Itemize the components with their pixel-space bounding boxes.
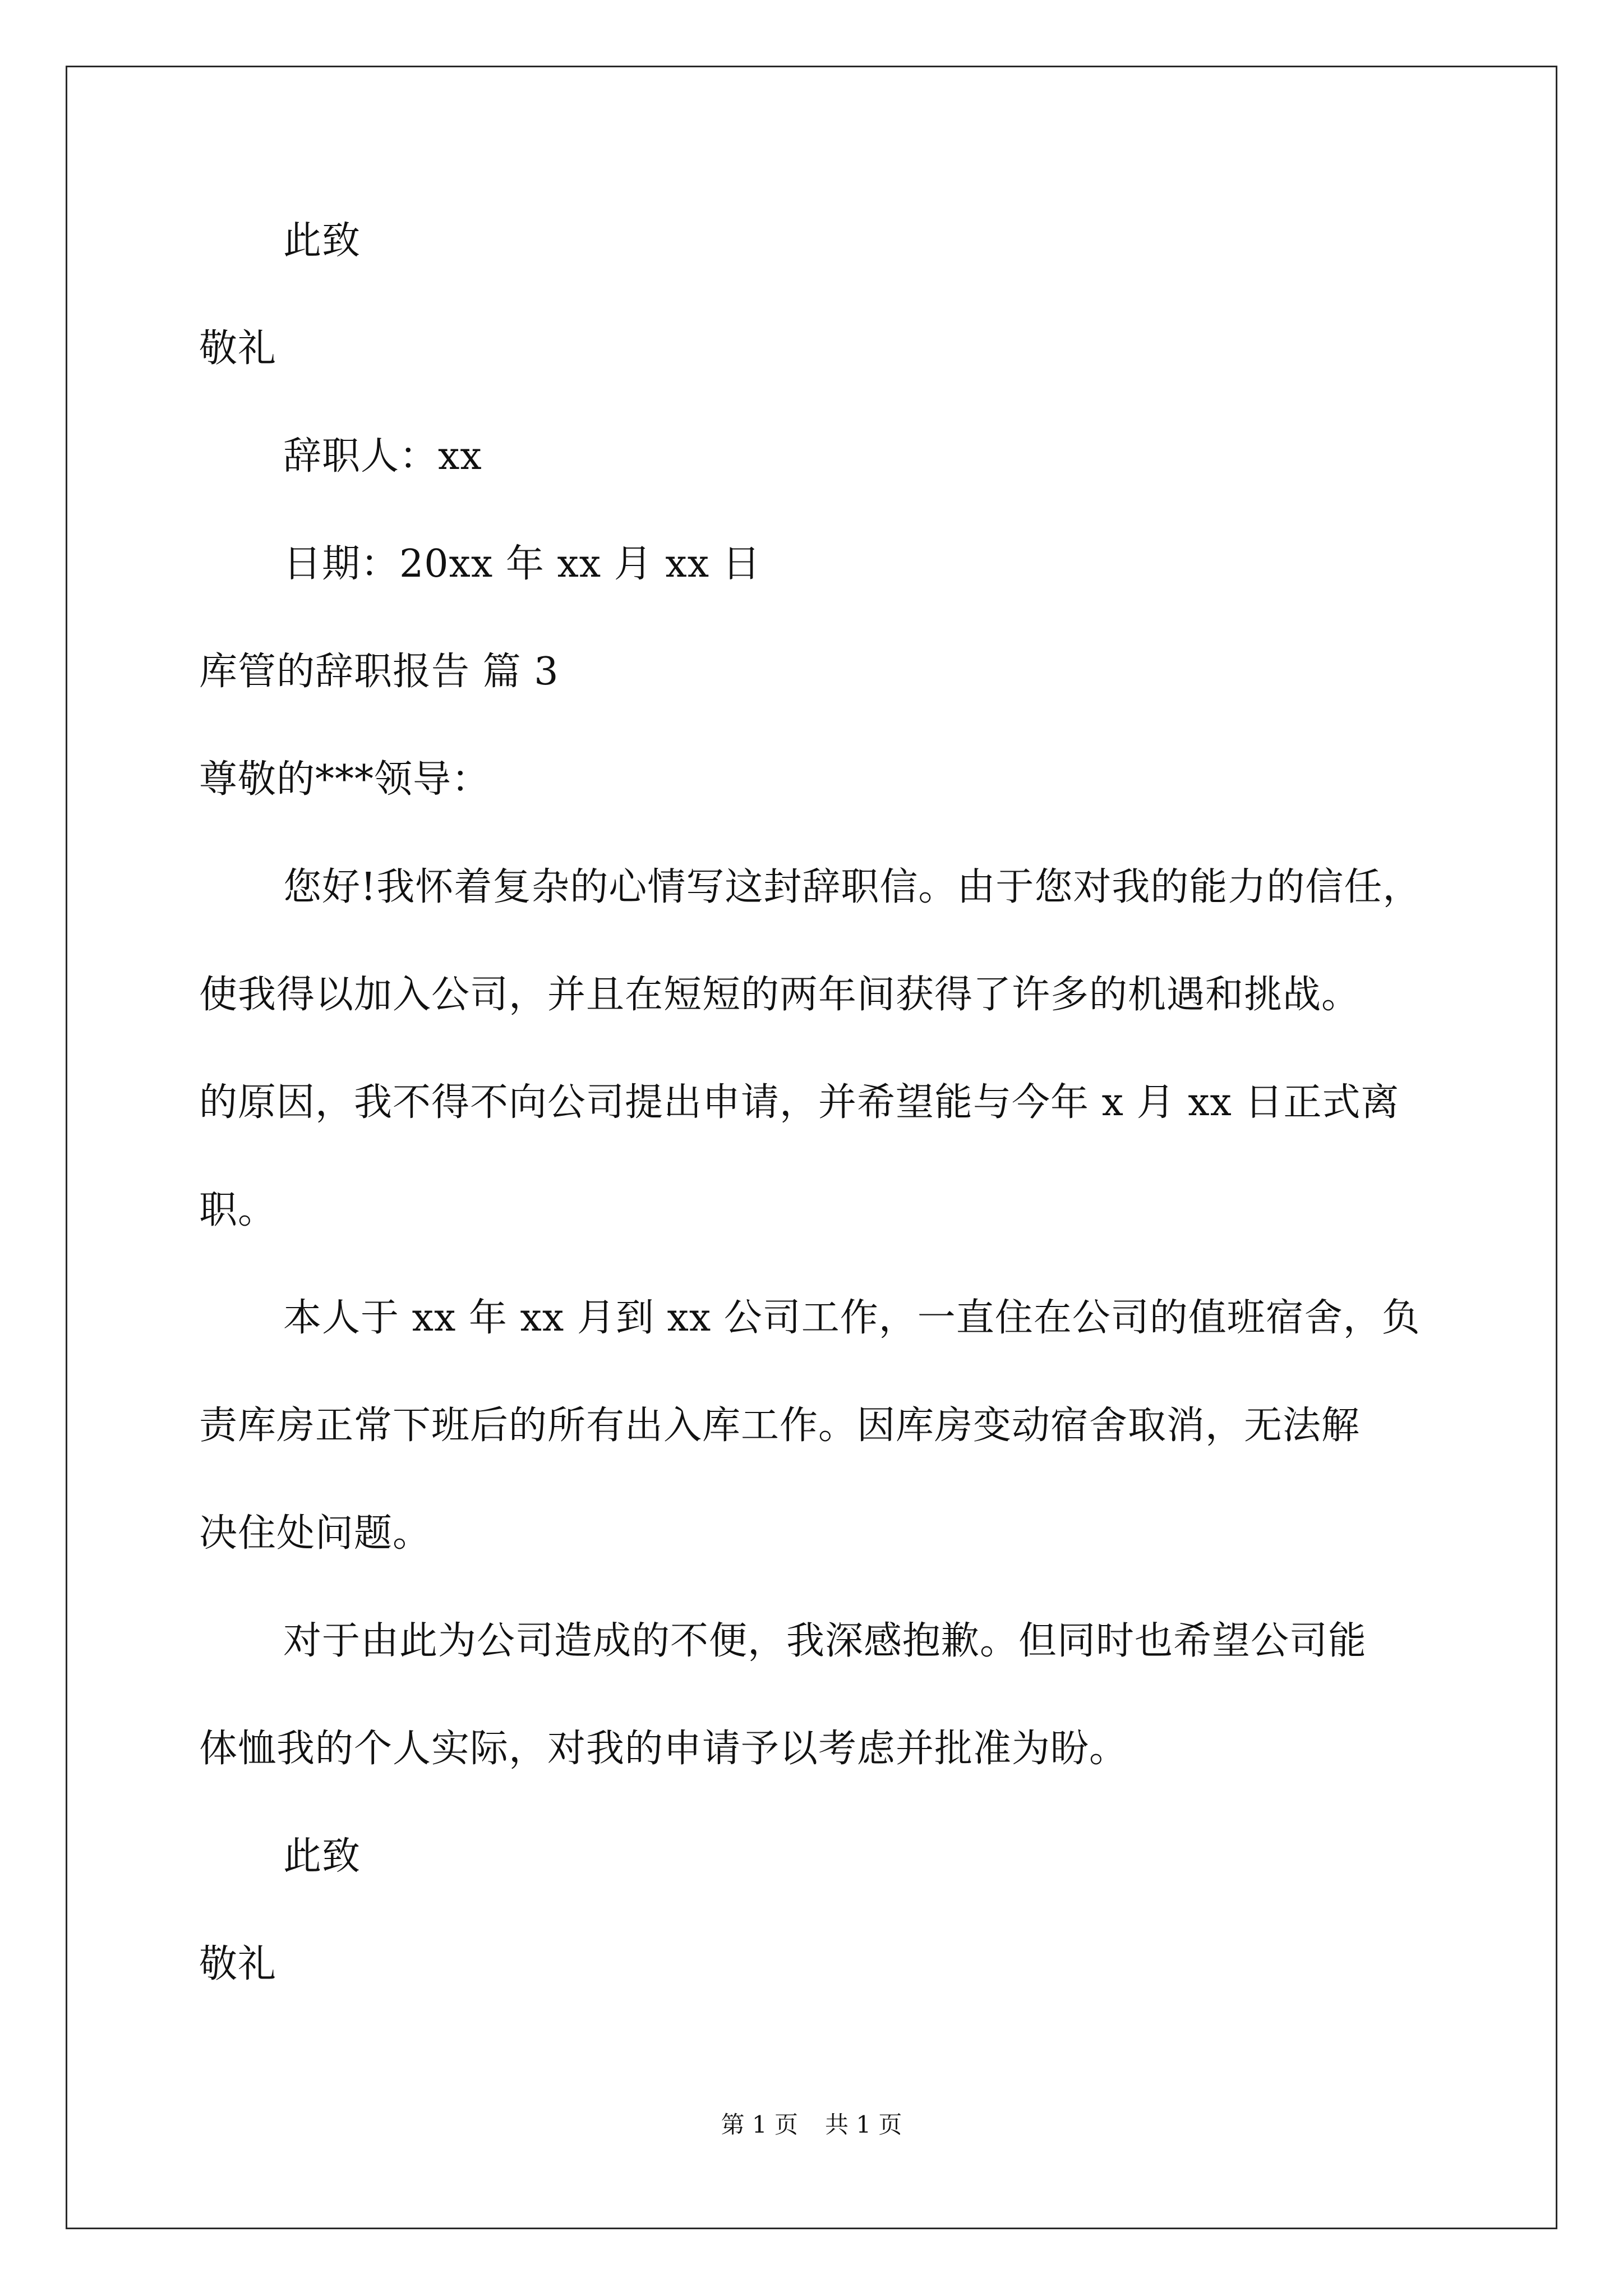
section-title: 库管的辞职报告 篇 3 [199,650,559,694]
page-number-current: 第 1 页 [721,2111,798,2138]
paragraph-1-line-1: 您好!我怀着复杂的心情写这封辞职信。由于您对我的能力的信任， [283,865,1422,909]
paragraph-3-line-2: 体恤我的个人实际，对我的申请予以考虑并批准为盼。 [199,1727,1128,1771]
page-border [66,66,1557,2229]
paragraph-1-line-3: 的原因，我不得不向公司提出申请，并希望能与今年 x 月 xx 日正式离 [199,1080,1400,1125]
page-number-total: 共 1 页 [825,2111,902,2138]
paragraph-2-line-3: 决住处问题。 [199,1511,432,1556]
paragraph-2-line-1: 本人于 xx 年 xx 月到 xx 公司工作，一直住在公司的值班宿舍，负 [283,1296,1421,1340]
closing-salutation-2: 此致 [283,1834,361,1879]
paragraph-2-line-2: 责库房正常下班后的所有出入库工作。因库房变动宿舍取消，无法解 [199,1404,1361,1448]
page-footer [0,2108,1623,2142]
greeting-line: 尊敬的***领导： [199,757,491,802]
signer-line: 辞职人：xx [283,434,482,478]
date-line: 日期：20xx 年 xx 月 xx 日 [283,542,761,586]
paragraph-1-line-4: 职。 [199,1188,277,1232]
closing-salutation: 此致 [283,219,361,263]
closing-regards-2: 敬礼 [199,1942,277,1986]
closing-regards: 敬礼 [199,326,277,371]
paragraph-1-line-2: 使我得以加入公司，并且在短短的两年间获得了许多的机遇和挑战。 [199,973,1361,1017]
paragraph-3-line-1: 对于由此为公司造成的不便，我深感抱歉。但同时也希望公司能 [283,1619,1367,1663]
